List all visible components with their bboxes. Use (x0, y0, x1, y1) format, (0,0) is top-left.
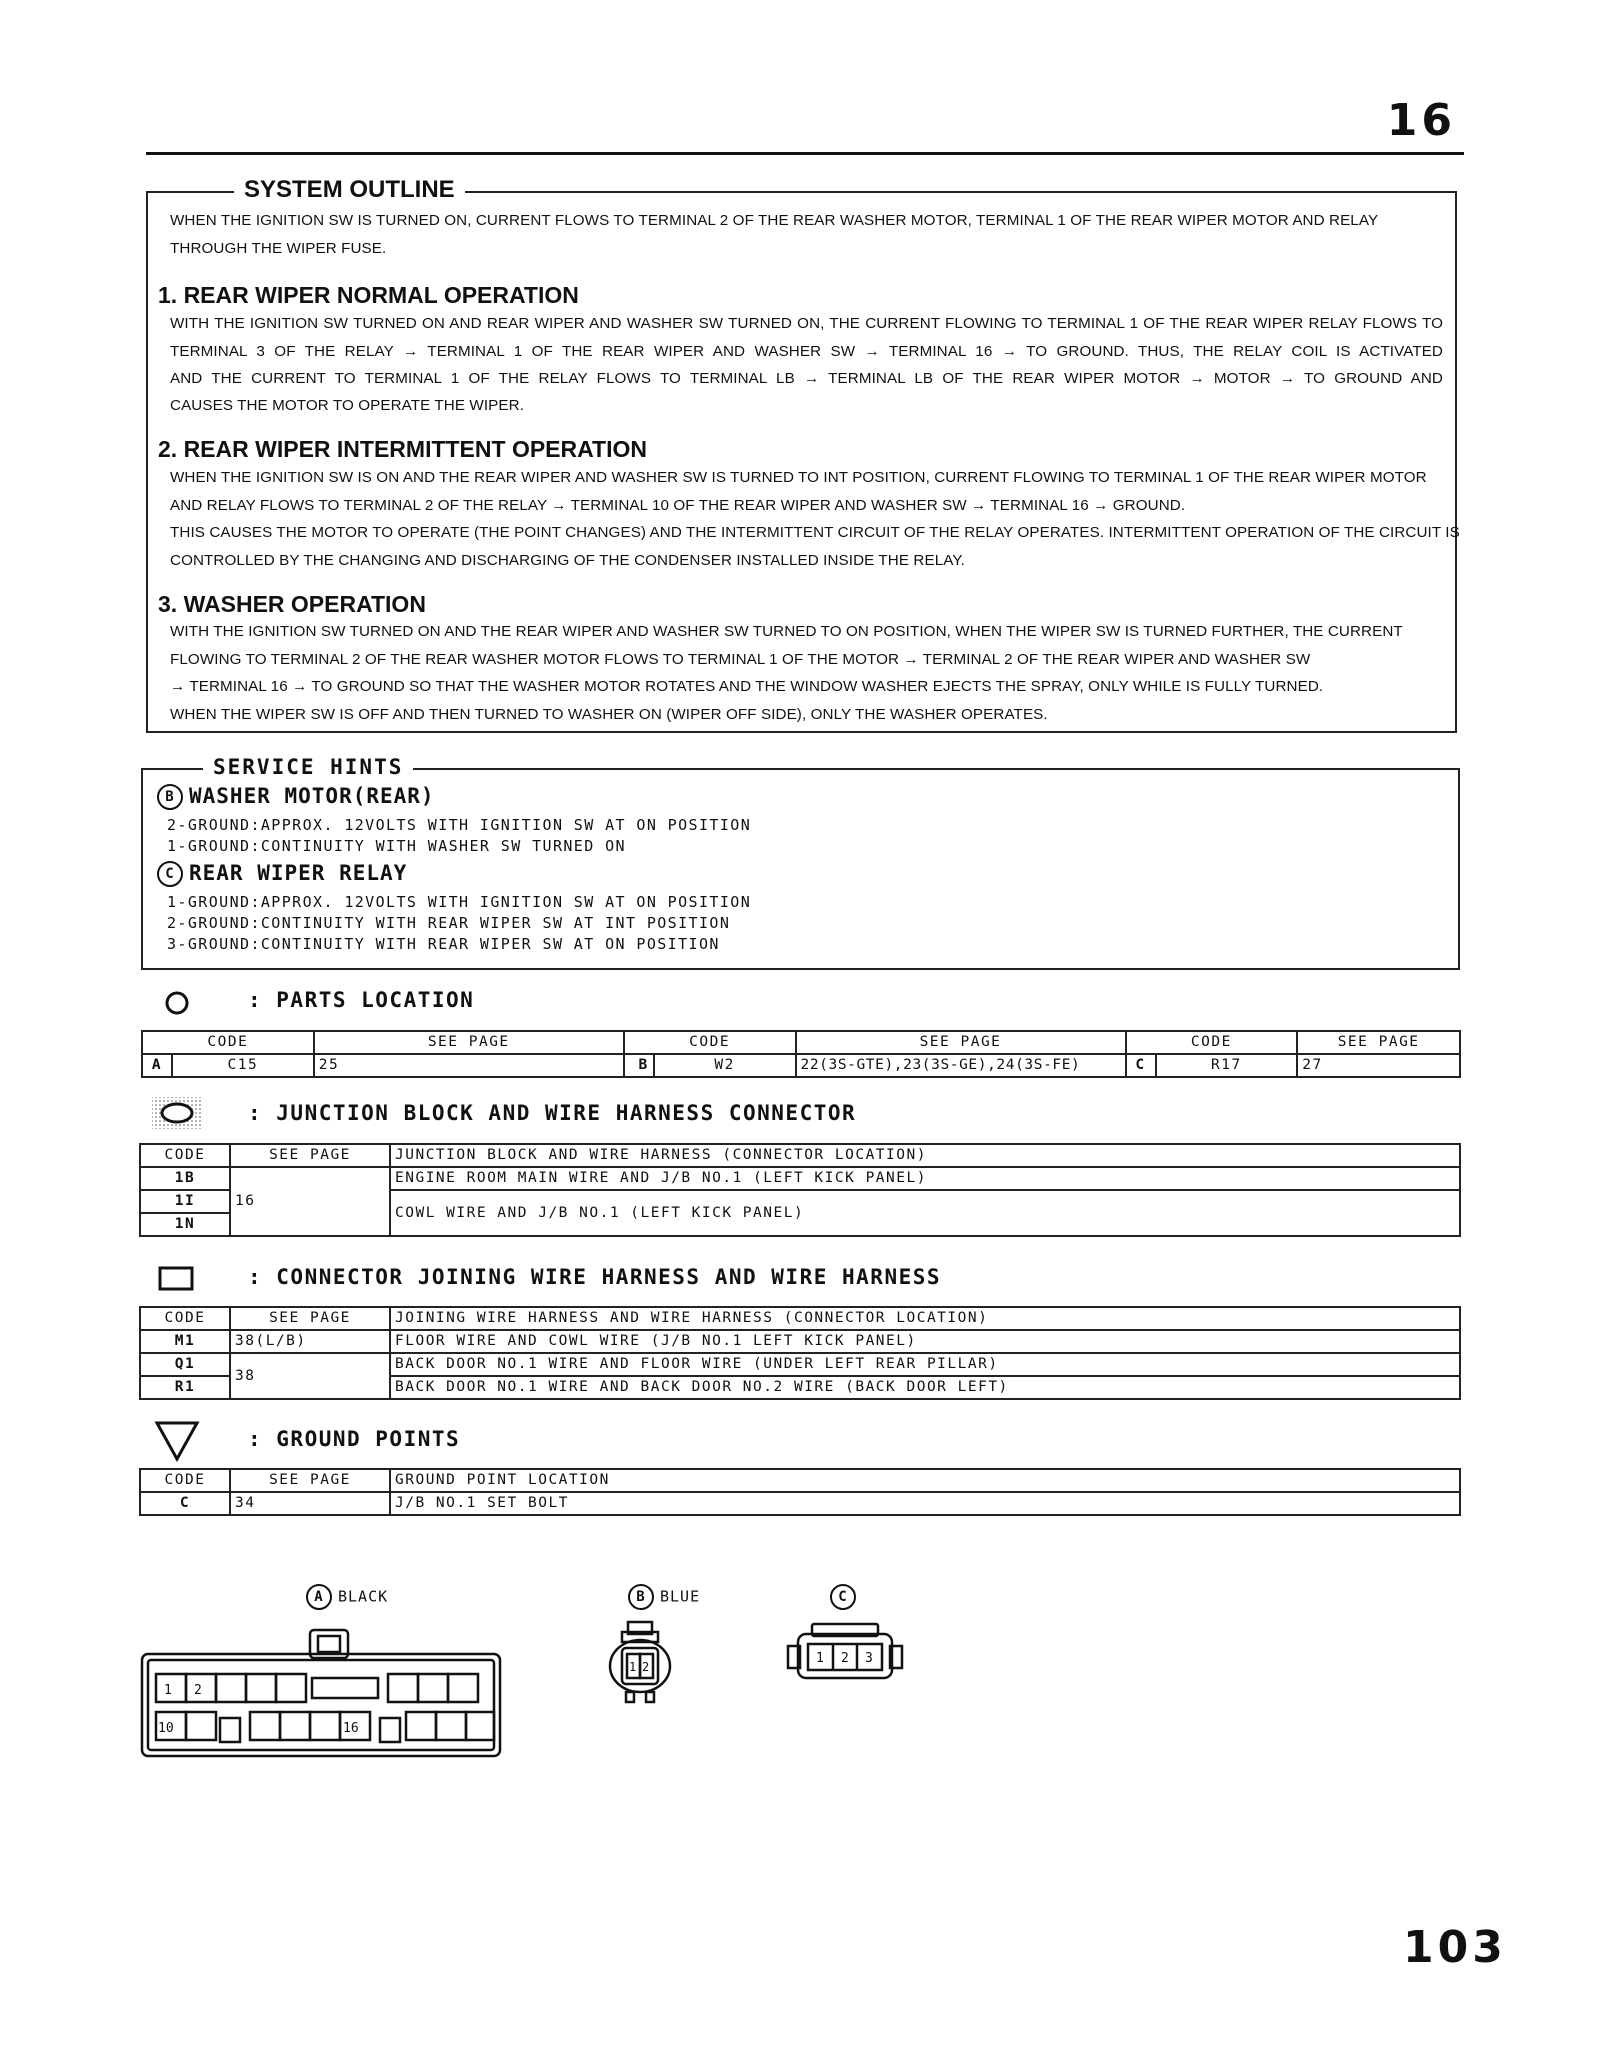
section-number: 16 (1386, 95, 1456, 146)
hint-heading-text: WASHER MOTOR(REAR) (189, 784, 435, 808)
table-row (140, 1353, 1460, 1376)
code-cell: R17 (1156, 1054, 1298, 1077)
hint-line: 1-GROUND:CONTINUITY WITH WASHER SW TURNED ON (167, 837, 626, 855)
connector-color: BLACK (338, 1587, 389, 1606)
parts-location-title: : PARTS LOCATION (248, 988, 475, 1012)
code-letter: C (1126, 1054, 1156, 1077)
outline-title: SYSTEM OUTLINE (234, 176, 465, 204)
code-cell: W2 (654, 1054, 796, 1077)
hint-heading-text: REAR WIPER RELAY (189, 861, 408, 885)
connector-c-diagram (786, 1622, 904, 1684)
pin-label: 3 (865, 1651, 873, 1666)
hint-heading (157, 784, 435, 810)
header-cell: CODE (140, 1469, 230, 1492)
parts-location-table (141, 1030, 1461, 1078)
page-cell: 27 (1297, 1054, 1460, 1077)
connector-joining-title: : CONNECTOR JOINING WIRE HARNESS AND WIRE HARNESS (248, 1265, 942, 1289)
code-letter: A (142, 1054, 172, 1077)
pin-label: 16 (343, 1721, 359, 1736)
hint-line: 3-GROUND:CONTINUITY WITH REAR WIPER SW AT ON POSITION (167, 935, 720, 953)
code-cell: 1N (140, 1213, 230, 1236)
header-cell: CODE (140, 1144, 230, 1167)
body-line: CAUSES THE MOTOR TO OPERATE THE WIPER. (170, 397, 525, 414)
code-cell: Q1 (140, 1353, 230, 1376)
body-line: → TERMINAL 16 → TO GROUND SO THAT THE WASHER MOTOR ROTATES AND THE WINDOW WASHER EJECTS THE SPRAY, ONLY WHILE IS FULLY TURNED. (170, 678, 1324, 695)
body-line: WITH THE IGNITION SW TURNED ON AND THE REAR WIPER AND WASHER SW TURNED TO ON POSITION, WHEN THE WIPER SW IS TURNED FURTHER, THE CURRENT (170, 623, 1403, 640)
connector-joining-square-icon (158, 1266, 194, 1292)
table-row (140, 1492, 1460, 1515)
desc-cell: BACK DOOR NO.1 WIRE AND FLOOR WIRE (UNDER LEFT REAR PILLAR) (390, 1353, 1460, 1376)
junction-block-oval-icon (150, 1095, 204, 1131)
hint-line: 2-GROUND:CONTINUITY WITH REAR WIPER SW AT INT POSITION (167, 914, 731, 932)
body-line: FLOWING TO TERMINAL 2 OF THE REAR WASHER MOTOR FLOWS TO TERMINAL 1 OF THE MOTOR → TERMINAL 2 OF THE REAR WIPER AND WASHER SW (170, 650, 1311, 668)
connector-a-label (306, 1584, 388, 1610)
header-cell: CODE (624, 1031, 796, 1054)
body-line: CONTROLLED BY THE CHANGING AND DISCHARGING OF THE CONDENSER INSTALLED INSIDE THE RELAY. (170, 551, 965, 569)
pin-label: 2 (642, 1660, 650, 1674)
table-header-row (140, 1144, 1460, 1167)
table-row (140, 1167, 1460, 1190)
code-cell: C15 (172, 1054, 314, 1077)
hints-title: SERVICE HINTS (203, 755, 413, 779)
header-cell: JOINING WIRE HARNESS AND WIRE HARNESS (CONNECTOR LOCATION) (390, 1307, 1460, 1330)
body-line: WITH THE IGNITION SW TURNED ON AND REAR WIPER AND WASHER SW TURNED ON, THE CURRENT FLOWING TO TERMINAL 1 OF THE REAR WIPER RELAY FLOWS TO (170, 315, 1443, 332)
table-header-row (140, 1469, 1460, 1492)
pin-label: 2 (841, 1651, 849, 1666)
pin-label: 10 (158, 1721, 174, 1736)
section-body (170, 310, 1443, 393)
body-line: WHEN THE IGNITION SW IS ON AND THE REAR WIPER AND WASHER SW IS TURNED TO INT POSITION, CURRENT FLOWING TO TERMINAL 1 OF THE REAR WIPER MOTOR (170, 469, 1427, 486)
junction-title: : JUNCTION BLOCK AND WIRE HARNESS CONNECTOR (248, 1101, 857, 1125)
code-letter: B (624, 1054, 654, 1077)
hint-line: 2-GROUND:APPROX. 12VOLTS WITH IGNITION SW AT ON POSITION (167, 816, 752, 834)
header-cell: CODE (1126, 1031, 1298, 1054)
code-cell: C (140, 1492, 230, 1515)
body-line: THIS CAUSES THE MOTOR TO OPERATE (THE POINT CHANGES) AND THE INTERMITTENT CIRCUIT OF THE RELAY OPERATES. INTERMITTENT OPERATION OF THE CIRCUIT IS (170, 524, 1460, 541)
page-number: 103 (1403, 1922, 1507, 1973)
code-cell: 1I (140, 1190, 230, 1213)
code-cell: M1 (140, 1330, 230, 1353)
ground-table (139, 1468, 1461, 1516)
pin-label: 1 (629, 1660, 637, 1674)
ground-title: : GROUND POINTS (248, 1427, 461, 1451)
badge-b-icon: B (628, 1584, 654, 1610)
code-cell: R1 (140, 1376, 230, 1399)
body-line: WHEN THE WIPER SW IS OFF AND THEN TURNED TO WASHER ON (WIPER OFF SIDE), ONLY THE WASHER OPERATES. (170, 705, 1048, 723)
hint-line: 1-GROUND:APPROX. 12VOLTS WITH IGNITION SW AT ON POSITION (167, 893, 752, 911)
header-cell: SEE PAGE (230, 1144, 390, 1167)
section-heading: 2. REAR WIPER INTERMITTENT OPERATION (158, 436, 647, 462)
code-cell: 1B (140, 1167, 230, 1190)
service-hints-box (141, 755, 1460, 970)
header-cell: CODE (140, 1307, 230, 1330)
page-cell: 25 (314, 1054, 624, 1077)
connector-c-label (830, 1584, 862, 1610)
header-rule (146, 152, 1464, 155)
system-outline-box (146, 176, 1460, 733)
hint-heading (157, 861, 407, 887)
table-row (140, 1330, 1460, 1353)
badge-c-icon: C (157, 861, 183, 887)
page-cell: 22(3S-GTE),23(3S-GE),24(3S-FE) (796, 1054, 1126, 1077)
connector-joining-table (139, 1306, 1461, 1400)
connector-color: BLUE (660, 1587, 701, 1606)
section-heading: 3. WASHER OPERATION (158, 591, 426, 617)
section-body (170, 464, 1460, 574)
desc-cell: COWL WIRE AND J/B NO.1 (LEFT KICK PANEL) (390, 1190, 1460, 1236)
body-line: AND THE CURRENT TO TERMINAL 1 OF THE RELAY FLOWS TO TERMINAL LB → TERMINAL LB OF THE REAR WIPER MOTOR → MOTOR → TO GROUND AND (170, 370, 1443, 387)
table-header-row (140, 1307, 1460, 1330)
table-header-row (142, 1031, 1460, 1054)
outline-intro (170, 207, 1443, 262)
desc-cell: FLOOR WIRE AND COWL WIRE (J/B NO.1 LEFT KICK PANEL) (390, 1330, 1460, 1353)
header-cell: SEE PAGE (314, 1031, 624, 1054)
pin-label: 1 (164, 1683, 172, 1698)
junction-table (139, 1143, 1461, 1237)
section-body (170, 618, 1443, 728)
body-line: AND RELAY FLOWS TO TERMINAL 2 OF THE RELAY → TERMINAL 10 OF THE REAR WIPER AND WASHER SW → TERMINAL 16 → GROUND. (170, 496, 1186, 514)
intro-line: WHEN THE IGNITION SW IS TURNED ON, CURRENT FLOWS TO TERMINAL 2 OF THE REAR WASHER MOTOR, TERMINAL 1 OF THE REAR WIPER MOTOR AND RELAY (170, 212, 1379, 229)
section-body-last (170, 392, 1443, 420)
header-cell: GROUND POINT LOCATION (390, 1469, 1460, 1492)
header-cell: SEE PAGE (1297, 1031, 1460, 1054)
header-cell: SEE PAGE (796, 1031, 1126, 1054)
page-cell: 38(L/B) (230, 1330, 390, 1353)
header-cell: JUNCTION BLOCK AND WIRE HARNESS (CONNECTOR LOCATION) (390, 1144, 1460, 1167)
connector-b-label (628, 1584, 700, 1610)
header-cell: SEE PAGE (230, 1307, 390, 1330)
header-cell: CODE (142, 1031, 314, 1054)
parts-location-circle-icon (164, 990, 190, 1016)
desc-cell: BACK DOOR NO.1 WIRE AND BACK DOOR NO.2 WIRE (BACK DOOR LEFT) (390, 1376, 1460, 1399)
page-cell: 38 (230, 1353, 390, 1399)
desc-cell: ENGINE ROOM MAIN WIRE AND J/B NO.1 (LEFT KICK PANEL) (390, 1167, 1460, 1190)
ground-triangle-icon (154, 1420, 200, 1462)
badge-c-icon: C (830, 1584, 856, 1610)
table-row (142, 1054, 1460, 1077)
section-heading: 1. REAR WIPER NORMAL OPERATION (158, 282, 579, 308)
badge-a-icon: A (306, 1584, 332, 1610)
connector-a-diagram (140, 1628, 506, 1760)
page-cell: 34 (230, 1492, 390, 1515)
body-line: TERMINAL 3 OF THE RELAY → TERMINAL 1 OF THE REAR WIPER AND WASHER SW → TERMINAL 16 → TO GROUND. THUS, THE RELAY COIL IS ACTIVATED (170, 342, 1443, 360)
page-cell: 16 (230, 1167, 390, 1236)
pin-label: 1 (816, 1651, 824, 1666)
desc-cell: J/B NO.1 SET BOLT (390, 1492, 1460, 1515)
intro-line: THROUGH THE WIPER FUSE. (170, 239, 387, 257)
connector-b-diagram (600, 1620, 680, 1704)
pin-label: 2 (194, 1683, 202, 1698)
badge-b-icon: B (157, 784, 183, 810)
header-cell: SEE PAGE (230, 1469, 390, 1492)
